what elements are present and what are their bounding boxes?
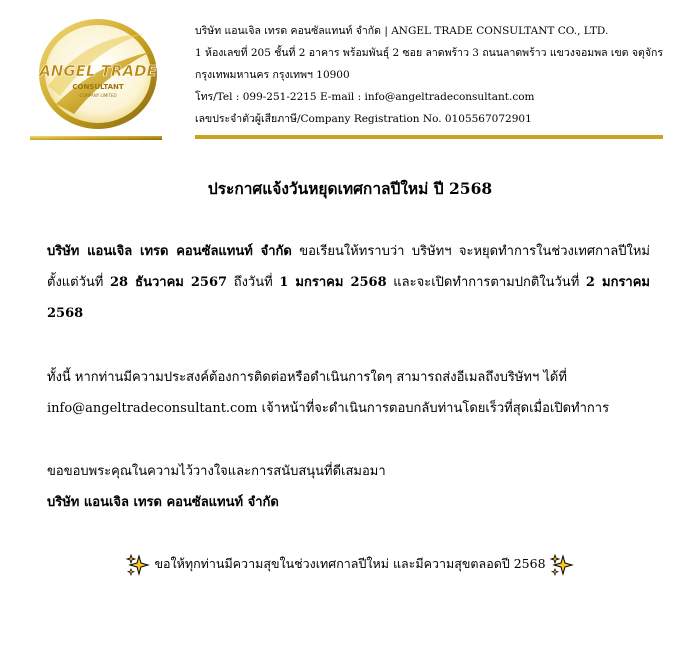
reopen-date: 2 มกราคม 2568 xyxy=(47,275,650,321)
p1-text-a: ขอเรียนให้ทราบว่า บริษัทฯ จะหยุดทำการในช่วงเทศกาลปีใหม่ ตั้งแต่วันที่ xyxy=(47,244,650,290)
company-name: บริษัท แอนเจิล เทรด คอนซัลแทนท์ จำกัด xyxy=(47,244,292,259)
address-line-2: กรุงเทพมหานคร กรุงเทพฯ 10900 xyxy=(195,69,350,81)
holiday-start-date: 28 ธันวาคม 2567 xyxy=(110,275,228,290)
thanks-line: ขอขอบพระคุณในความไว้วางใจและการสนับสนุนที่ดีเสมอมา xyxy=(47,464,386,479)
header-divider xyxy=(195,135,663,139)
new-year-wish xyxy=(0,550,700,578)
sparkles-icon xyxy=(126,553,150,577)
announcement-title: ประกาศแจ้งวันหยุดเทศกาลปีใหม่ ปี 2568 xyxy=(207,179,493,198)
logo-text-middle: CONSULTANT xyxy=(72,83,124,91)
address-line-1: 1 ห้องเลขที่ 205 ชั้นที่ 2 อาคาร พร้อมพันธุ์ 2 ซอย ลาดพร้าว 3 ถนนลาดพร้าว แขวงจอมพล เขต จตุจักร xyxy=(195,47,663,59)
registration-line: เลขประจำตัวผู้เสียภาษี/Company Registration No. 0105567072901 xyxy=(195,113,532,125)
logo-text-top: ANGEL TRADE xyxy=(39,62,157,80)
announcement-paragraph-1 xyxy=(47,236,650,329)
announcement-paragraph-3 xyxy=(47,456,650,518)
logo-text-bottom: COMPANY LIMITED xyxy=(79,93,117,98)
contact-line: โทร/Tel : 099-251-2215 E-mail : info@angeltradeconsultant.com xyxy=(195,91,535,103)
sparkles-icon xyxy=(550,553,574,577)
holiday-end-date: 1 มกราคม 2568 xyxy=(279,275,387,290)
p1-text-c: และจะเปิดทำการตามปกติในวันที่ xyxy=(386,275,586,290)
p1-text-b: ถึงวันที่ xyxy=(227,275,280,290)
company-header xyxy=(195,20,663,130)
announcement-paragraph-2: ทั้งนี้ หากท่านมีความประสงค์ต้องการติดต่อหรือดำเนินการใดๆ สามารถส่งอีเมลถึงบริษัทฯ ได้ที่ info@angeltradeconsultant.com เจ้าหน้าที่จะดำเนินการตอบกลับท่านโดยเร็วที่สุดเมื่อเปิดทำการ xyxy=(47,370,610,416)
company-logo-graphic xyxy=(26,16,166,144)
company-logo xyxy=(26,16,166,144)
signature-line: บริษัท แอนเจิล เทรด คอนซัลแทนท์ จำกัด xyxy=(47,495,279,510)
closing-text: ขอให้ทุกท่านมีความสุขในช่วงเทศกาลปีใหม่ และมีความสุขตลอดปี 2568 xyxy=(154,556,546,571)
company-name-line: บริษัท แอนเจิล เทรด คอนซัลแทนท์ จำกัด | ANGEL TRADE CONSULTANT CO., LTD. xyxy=(195,25,609,37)
